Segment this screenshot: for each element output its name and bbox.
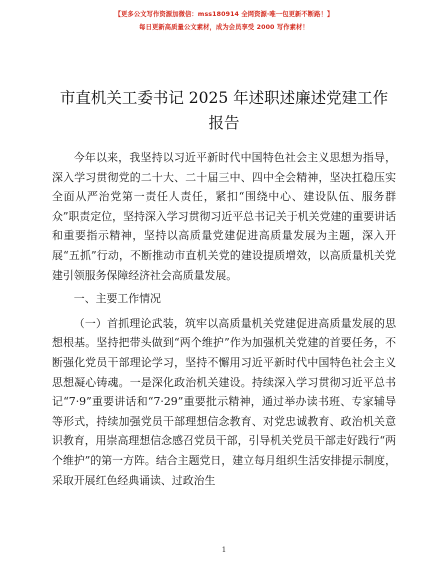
- promo-banner-line-2: 每日更新高质量公文素材，成为会员享受 2000 写作素材！: [139, 24, 309, 31]
- document-title-line-1: 市直机关工委书记 2025 年述职述廉述党建工作: [59, 89, 389, 107]
- document-body: [52, 148, 396, 490]
- promo-banner: [0, 8, 448, 34]
- document-title-line-2: 报告: [208, 114, 240, 132]
- document-title: [40, 86, 408, 136]
- intro-paragraph: 今年以来，我坚持以习近平新时代中国特色社会主义思想为指导，深入学习贯彻党的二十大、二十届三中、四中全会精神，坚决扛稳压实全面从严治党第一责任人责任，紧扣“围绕中心、建设队伍、服务群众”职责定位，坚持深入学习贯彻习近平总书记关于机关党建的重要讲话和重要指示精神，坚持以高质量党建促进高质量发展为主题，深入开展“五抓”行动，不断推动市直机关党的建设提质增效，以高质量机关党建引领服务保障经济社会高质量发展。: [52, 151, 396, 282]
- section-heading: 一、主要工作情况: [73, 292, 161, 306]
- promo-banner-line-1: 【更多公文写作资源加微信：mss180914 全网资源·唯一包更新不断路！】: [114, 11, 334, 18]
- page-number: 1: [221, 546, 227, 554]
- subsection-paragraph: （一）首抓理论武装，筑牢以高质量机关党建促进高质量发展的思想根基。坚持把带头做到“两个维护”作为加强机关党建的首要任务，不断强化党员干部理论学习，坚持不懈用习近平新时代中国特色社会主义思想凝心铸魂。一是深化政治机关建设。持续深入学习贯彻习近平总书记“7·9”重要讲话和“7·29”重要批示精神，通过举办读书班、专家辅导等形式，持续加强党员干部理想信念教育、对党忠诚教育、政治机关意识教育，用崇高理想信念感召党员干部，引导机关党员干部走好践行“两个维护”的第一方阵。结合主题党日，建立每月组织生活安排提示制度，采取开展红色经典诵读、过政治生: [52, 316, 396, 487]
